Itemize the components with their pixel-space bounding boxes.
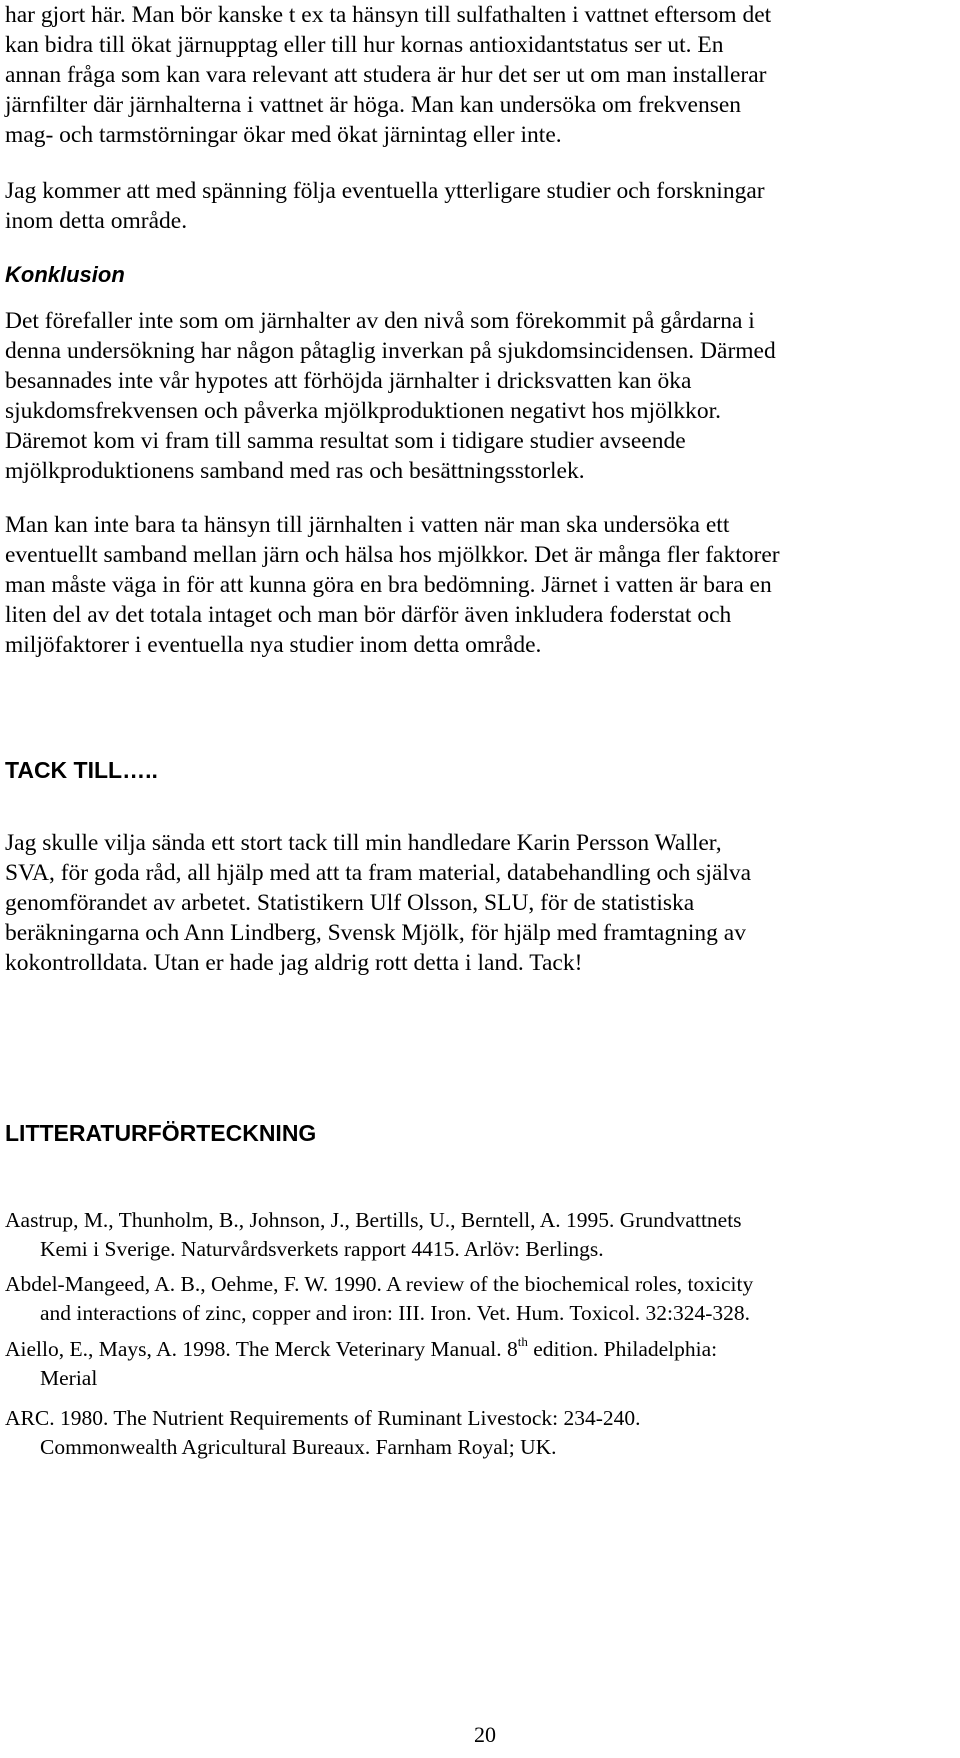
reference-line: Abdel-Mangeed, A. B., Oehme, F. W. 1990. A review of the biochemical roles, toxicity: [5, 1272, 754, 1296]
text-line: järnfilter där järnhalterna i vattnet är höga. Man kan undersöka om frekvensen: [5, 92, 742, 118]
reference-entry: [5, 1206, 945, 1264]
text-line: Jag skulle vilja sända ett stort tack till min handledare Karin Persson Waller,: [5, 830, 722, 856]
text-line: Det förefaller inte som om järnhalter av den nivå som förekommit på gårdarna i: [5, 308, 755, 334]
reference-line: ARC. 1980. The Nutrient Requirements of Ruminant Livestock: 234-240.: [5, 1406, 641, 1430]
text-line: inom detta område.: [5, 208, 188, 234]
reference-entry: [5, 1404, 945, 1462]
reference-text: Aiello, E., Mays, A. 1998. The Merck Veterinary Manual. 8: [5, 1337, 518, 1361]
text-line: annan fråga som kan vara relevant att studera är hur det ser ut om man installerar: [5, 62, 767, 88]
text-line: eventuellt samband mellan järn och hälsa hos mjölkkor. Det är många fler faktorer: [5, 542, 780, 568]
text-line: beräkningarna och Ann Lindberg, Svensk Mjölk, för hjälp med framtagning av: [5, 920, 746, 946]
page-number: 20: [474, 1722, 496, 1747]
text-line: har gjort här. Man bör kanske t ex ta hänsyn till sulfathalten i vattnet eftersom det: [5, 2, 772, 28]
reference-line: Aastrup, M., Thunholm, B., Johnson, J., Bertills, U., Berntell, A. 1995. Grundvattnets: [5, 1208, 742, 1232]
text-line: denna undersökning har någon påtaglig inverkan på sjukdomsincidensen. Därmed: [5, 338, 776, 364]
text-line: man måste väga in för att kunna göra en bra bedömning. Järnet i vatten är bara en: [5, 572, 772, 598]
paragraph-follow-up: [5, 176, 945, 236]
reference-line: [5, 1335, 945, 1364]
heading-references: LITTERATURFÖRTECKNING: [5, 1120, 317, 1146]
heading-konklusion: Konklusion: [5, 262, 125, 287]
text-line: besannades inte vår hypotes att förhöjda järnhalter i dricksvatten kan öka: [5, 368, 692, 394]
text-line: mjölkproduktionens samband med ras och besättningsstorlek.: [5, 458, 585, 484]
reference-line: and interactions of zinc, copper and iron: III. Iron. Vet. Hum. Toxicol. 32:324-328.: [40, 1301, 751, 1325]
paragraph-acknowledgements: [5, 828, 945, 978]
superscript: th: [517, 1333, 528, 1349]
reference-entry: [5, 1270, 945, 1328]
text-line: genomförandet av arbetet. Statistikern Ulf Olsson, SLU, för de statistiska: [5, 890, 695, 916]
reference-entry: [5, 1335, 945, 1393]
paragraph-konklusion-1: [5, 306, 945, 486]
paragraph-konklusion-2: [5, 510, 945, 660]
reference-text: edition. Philadelphia:: [527, 1337, 718, 1361]
reference-line: Merial: [40, 1366, 98, 1390]
text-line: sjukdomsfrekvensen och påverka mjölkproduktionen negativt hos mjölkkor.: [5, 398, 721, 424]
heading-acknowledgements: TACK TILL…..: [5, 757, 158, 783]
reference-line: Kemi i Sverige. Naturvårdsverkets rapport 4415. Arlöv: Berlings.: [40, 1237, 604, 1261]
paragraph-intro: [5, 0, 945, 150]
reference-line: Commonwealth Agricultural Bureaux. Farnham Royal; UK.: [40, 1435, 557, 1459]
text-line: kan bidra till ökat järnupptag eller till hur kornas antioxidantstatus ser ut. En: [5, 32, 724, 58]
text-line: Man kan inte bara ta hänsyn till järnhalten i vatten när man ska undersöka ett: [5, 512, 730, 538]
text-line: mag- och tarmstörningar ökar med ökat järnintag eller inte.: [5, 122, 562, 148]
text-line: liten del av det totala intaget och man bör därför även inkludera foderstat och: [5, 602, 732, 628]
text-line: miljöfaktorer i eventuella nya studier inom detta område.: [5, 632, 542, 658]
text-line: Däremot kom vi fram till samma resultat som i tidigare studier avseende: [5, 428, 686, 454]
text-line: SVA, för goda råd, all hjälp med att ta fram material, databehandling och själva: [5, 860, 752, 886]
text-line: Jag kommer att med spänning följa eventuella ytterligare studier och forskningar: [5, 178, 765, 204]
text-line: kokontrolldata. Utan er hade jag aldrig rott detta i land. Tack!: [5, 950, 583, 976]
